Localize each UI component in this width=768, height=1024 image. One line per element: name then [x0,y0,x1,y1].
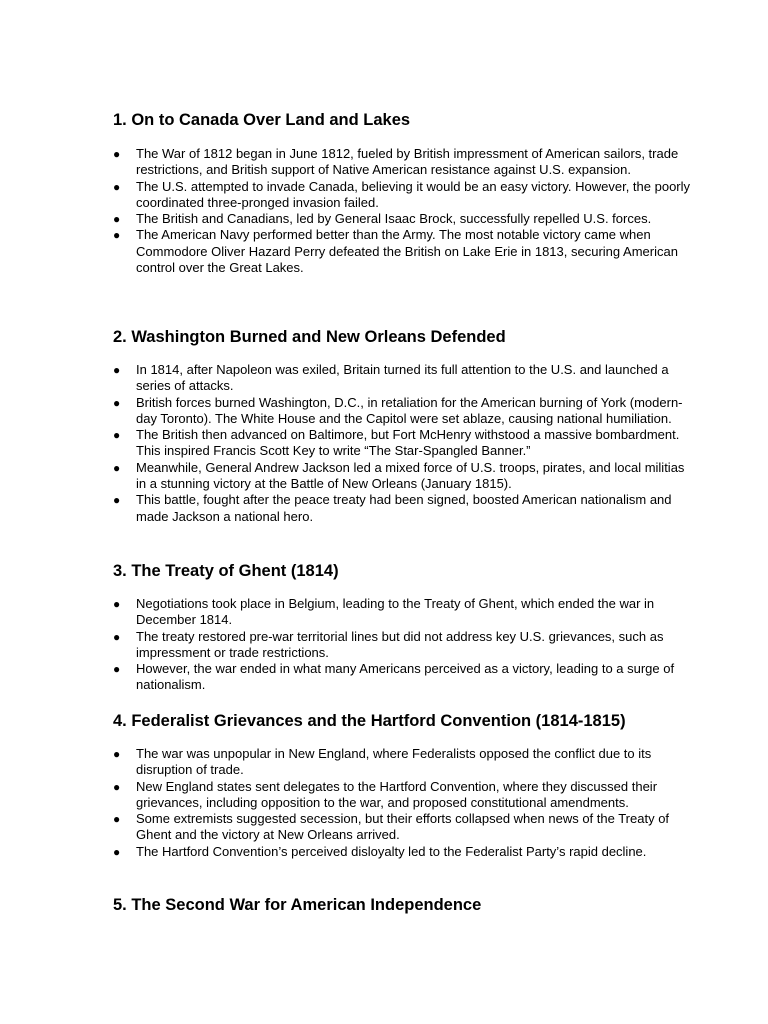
list-item [113,211,693,227]
list-item-text: Some extremists suggested secession, but their efforts collapsed when news of the Treaty of Ghent and the victory at New Orleans arrived. [136,811,670,843]
list-item-text: The U.S. attempted to invade Canada, believing it would be an easy victory. However, the poorly coordinated three-pronged invasion failed. [136,178,691,210]
bullet-icon: ● [113,779,121,794]
bullet-icon: ● [113,363,121,377]
bullet-icon: ● [113,395,121,410]
list-item-text: New England states sent delegates to the Hartford Convention, where they discussed their grievances, including opposition to the war, and proposed constitutional amendments. [136,778,658,810]
bullet-list [113,146,693,276]
list-item-text: Negotiations took place in Belgium, leading to the Treaty of Ghent, which ended the war in December 1814. [136,596,655,628]
section-heading: 5. The Second War for American Independence [113,896,482,914]
list-item [113,811,693,844]
bullet-icon: ● [113,428,121,443]
list-item-text: In 1814, after Napoleon was exiled, Britain turned its full attention to the U.S. and launched a series of attacks. [136,362,669,394]
section-canada [113,109,693,276]
bullet-icon: ● [113,844,121,859]
list-item [113,395,693,428]
bullet-icon: ● [113,212,121,227]
bullet-list [113,362,693,525]
list-item-text: The treaty restored pre-war territorial lines but did not address key U.S. grievances, such as impressment or trade restrictions. [136,628,664,660]
list-item-text: Meanwhile, General Andrew Jackson led a mixed force of U.S. troops, pirates, and local militias in a stunning victory at the Battle of New Orleans (January 1815). [136,459,685,492]
list-item [113,427,693,460]
section-washington-new-orleans [113,326,693,525]
list-item-text: The British and Canadians, led by General Isaac Brock, successfully repelled U.S. forces. [136,211,652,227]
bullet-icon: ● [113,179,121,194]
list-item [113,460,693,493]
bullet-icon: ● [113,629,121,644]
list-item [113,844,693,860]
section-heading: 3. The Treaty of Ghent (1814) [113,562,339,580]
list-item [113,661,693,694]
list-item-text: British forces burned Washington, D.C., in retaliation for the American burning of York (modern-day Toronto). The White House and the Capitol were set ablaze, causing national humiliation. [136,394,683,426]
bullet-list [113,746,693,860]
section-hartford-convention [113,710,693,860]
section-heading: 1. On to Canada Over Land and Lakes [113,111,411,129]
bullet-icon: ● [113,747,121,761]
list-item-text: The British then advanced on Baltimore, but Fort McHenry withstood a massive bombardment. This inspired Francis Scott Key to write “The Star-Spangled Banner.” [136,427,680,459]
bullet-icon: ● [113,597,121,611]
list-item [113,629,693,662]
list-item [113,227,693,276]
list-item [113,179,693,212]
list-item [113,362,693,395]
list-item-text: The American Navy performed better than the Army. The most notable victory came when Commodore Oliver Hazard Perry defeated the British on Lake Erie in 1813, securing American control over the Great Lakes. [136,227,678,276]
list-item [113,779,693,812]
list-item-text: The War of 1812 began in June 1812, fueled by British impressment of American sailors, trade restrictions, and British support of Native American resistance against U.S. expansion. [136,146,679,178]
section-heading: 2. Washington Burned and New Orleans Defended [113,328,506,346]
list-item-text: The war was unpopular in New England, where Federalists opposed the conflict due to its disruption of trade. [136,746,652,778]
section-treaty-of-ghent [113,560,693,694]
bullet-icon: ● [113,228,121,243]
bullet-icon: ● [113,493,121,508]
list-item-text: However, the war ended in what many Americans perceived as a victory, leading to a surge of nationalism. [136,661,675,693]
list-item [113,492,693,525]
bullet-icon: ● [113,460,121,475]
list-item [113,746,693,779]
bullet-icon: ● [113,662,121,677]
section-heading: 4. Federalist Grievances and the Hartford Convention (1814-1815) [113,712,626,730]
bullet-icon: ● [113,147,121,161]
list-item [113,596,693,629]
list-item-text: The Hartford Convention’s perceived disloyalty led to the Federalist Party’s rapid decline. [136,843,647,859]
bullet-icon: ● [113,812,121,827]
list-item-text: This battle, fought after the peace treaty had been signed, boosted American nationalism and made Jackson a national hero. [136,492,672,524]
section-second-war-independence [113,894,693,916]
bullet-list [113,596,693,694]
list-item [113,146,693,179]
